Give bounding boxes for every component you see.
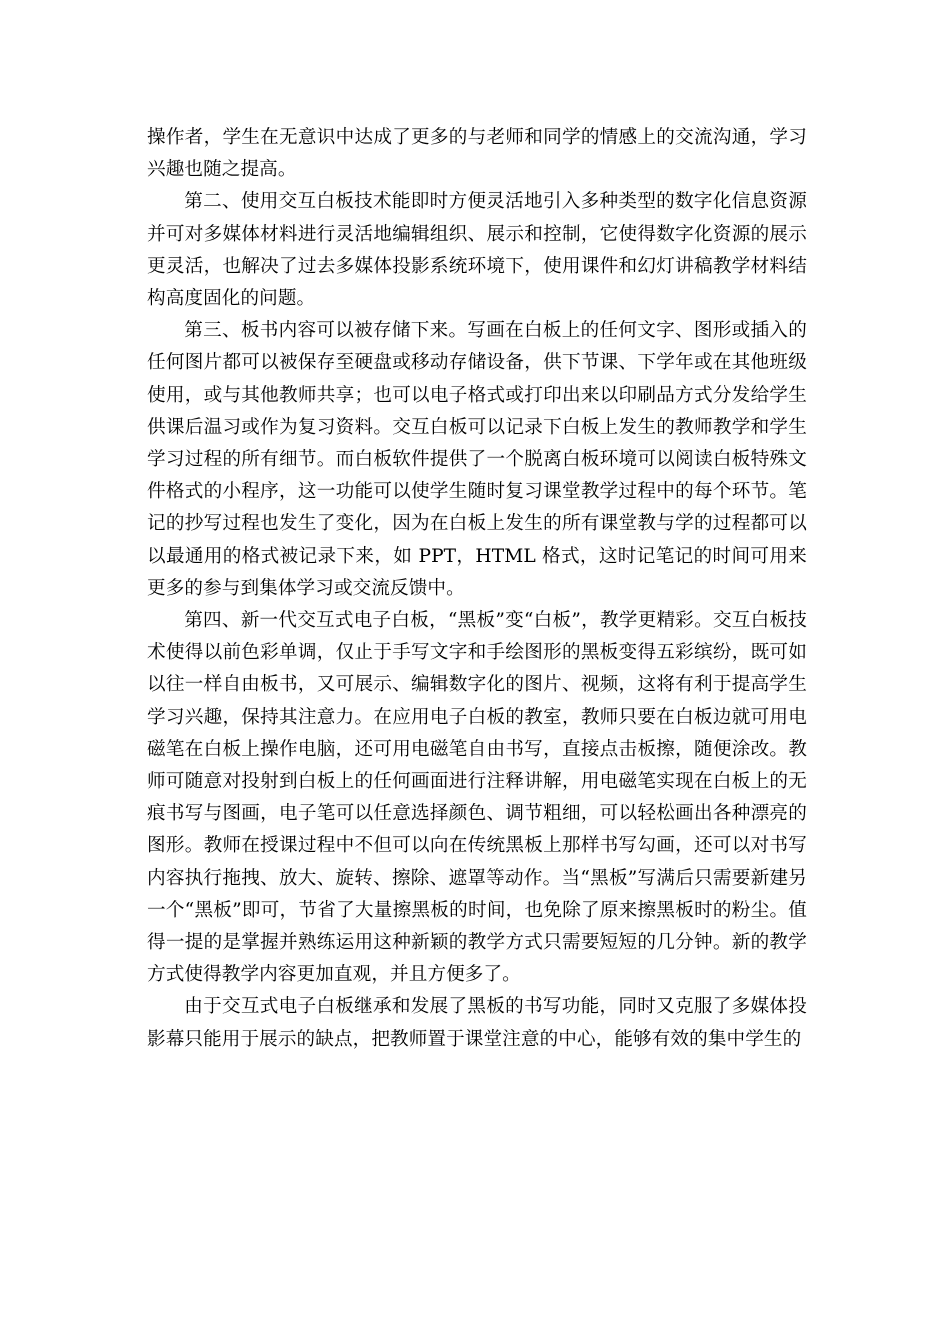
- body-text-column: [147, 122, 807, 1056]
- paragraph-fourth-point: 第四、新一代交互式电子白板，“黑板”变“白板”，教学更精彩。交互白板技术使得以前色彩单调，仅止于手写文字和手绘图形的黑板变得五彩缤纷，既可如以往一样自由板书，又可展示、编辑数字化的图片、视频，这将有利于提高学生学习兴趣，保持其注意力。在应用电子白板的教室，教师只要在白板边就可用电磁笔在白板上操作电脑，还可用电磁笔自由书写，直接点击板擦，随便涂改。教师可随意对投射到白板上的任何画面进行注释讲解，用电磁笔实现在白板上的无痕书写与图画，电子笔可以任意选择颜色、调节粗细，可以轻松画出各种漂亮的图形。教师在授课过程中不但可以向在传统黑板上那样书写勾画，还可以对书写内容执行拖拽、放大、旋转、擦除、遮罩等动作。当“黑板”写满后只需要新建另一个“黑板”即可，节省了大量擦黑板的时间，也免除了原来擦黑板时的粉尘。值得一提的是掌握并熟练运用这种新颖的教学方式只需要短短的几分钟。新的教学方式使得教学内容更加直观，并且方便多了。: [147, 610, 807, 986]
- paragraph-third-point: 第三、板书内容可以被存储下来。写画在白板上的任何文字、图形或插入的任何图片都可以被保存至硬盘或移动存储设备，供下节课、下学年或在其他班级使用，或与其他教师共享；也可以电子格式或打印出来以印刷品方式分发给学生供课后温习或作为复习资料。交互白板可以记录下白板上发生的教师教学和学生学习过程的所有细节。而白板软件提供了一个脱离白板环境可以阅读白板特殊文件格式的小程序，这一功能可以使学生随时复习课堂教学过程中的每个环节。笔记的抄写过程也发生了变化，因为在白板上发生的所有课堂教与学的过程都可以以最通用的格式被记录下来，如 PPT，HTML 格式，这时记笔记的时间可用来更多的参与到集体学习或交流反馈中。: [147, 320, 807, 599]
- paragraph-continuation: 操作者，学生在无意识中达成了更多的与老师和同学的情感上的交流沟通，学习兴趣也随之提高。: [147, 127, 807, 181]
- paragraph-second-point: 第二、使用交互白板技术能即时方便灵活地引入多种类型的数字化信息资源并可对多媒体材料进行灵活地编辑组织、展示和控制，它使得数字化资源的展示更灵活，也解决了过去多媒体投影系统环境下，使用课件和幻灯讲稿教学材料结构高度固化的问题。: [147, 191, 807, 310]
- paragraph-conclusion: 由于交互式电子白板继承和发展了黑板的书写功能，同时又克服了多媒体投影幕只能用于展示的缺点，把教师置于课堂注意的中心，能够有效的集中学生的: [147, 996, 807, 1050]
